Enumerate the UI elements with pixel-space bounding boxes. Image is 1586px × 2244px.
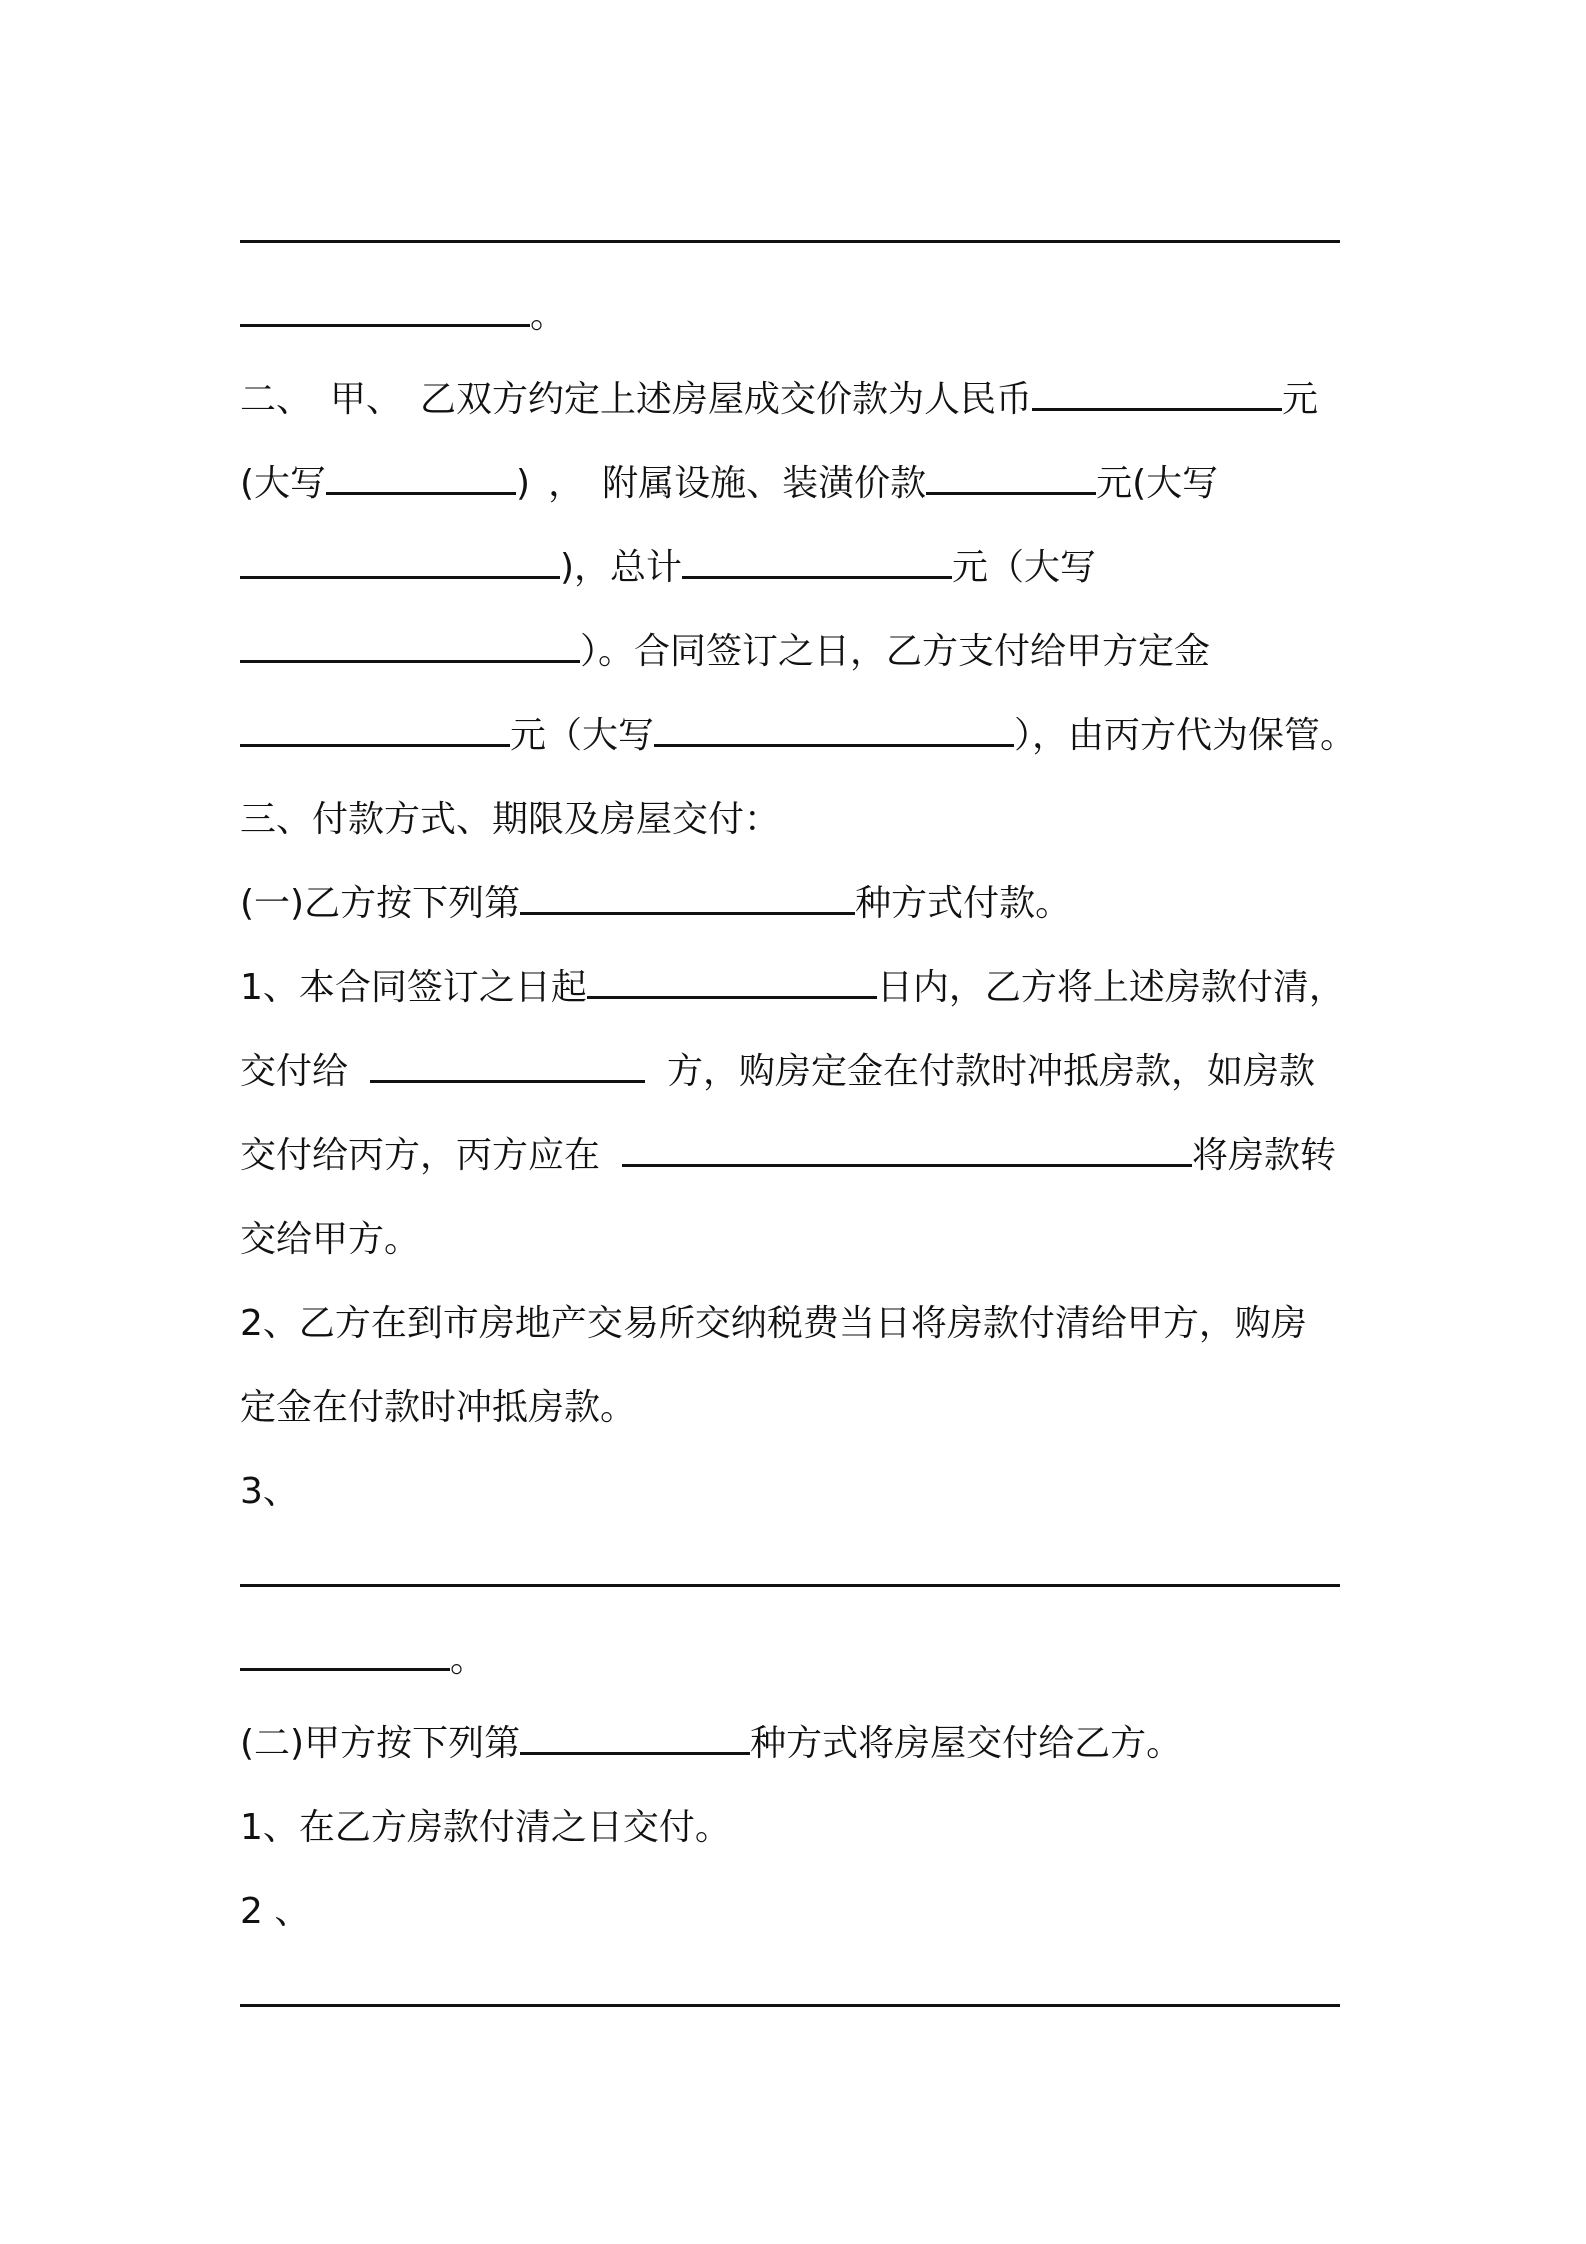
text: 甲、 [330, 379, 403, 420]
transfer-time-blank[interactable] [622, 1126, 1192, 1167]
payment-method-blank[interactable] [520, 874, 855, 915]
section-heading: 三、付款方式、期限及房屋交付： [240, 799, 781, 840]
fixtures-words-blank[interactable] [240, 538, 560, 579]
text: 1、本合同签订之日起 [240, 967, 587, 1008]
fill-blank[interactable] [240, 202, 1340, 243]
line-1 [240, 190, 1360, 274]
text: 元(大写 [1096, 463, 1219, 504]
text: 1、在乙方房款付清之日交付。 [240, 1807, 731, 1848]
text: 3、 [240, 1471, 299, 1512]
fill-blank[interactable] [240, 286, 530, 327]
deposit-blank[interactable] [240, 706, 510, 747]
text: 种方式将房屋交付给乙方。 [750, 1723, 1183, 1764]
fill-blank[interactable] [240, 1630, 450, 1671]
text: ）。合同签订之日，乙方支付给甲方定金 [580, 631, 1211, 672]
line-12 [240, 1114, 1360, 1198]
text: 二、 [240, 379, 313, 420]
line-13 [240, 1198, 1360, 1282]
text: 。 [450, 1639, 487, 1680]
text: 交给甲方。 [240, 1219, 421, 1260]
deposit-words-blank[interactable] [654, 706, 1014, 747]
line-7 [240, 694, 1360, 778]
line-4 [240, 442, 1360, 526]
line-20 [240, 1786, 1360, 1870]
text: (一)乙方按下列第 [240, 883, 521, 924]
text: ），由丙方代为保管。 [1014, 715, 1357, 756]
text: )，总计 [560, 547, 683, 588]
text: 元（大写 [510, 715, 655, 756]
contract-page [240, 190, 1360, 2038]
line-3 [240, 358, 1360, 442]
line-17 [240, 1534, 1360, 1618]
text: (大写 [240, 463, 327, 504]
line-22 [240, 1954, 1360, 2038]
payee-blank[interactable] [370, 1042, 645, 1083]
fill-blank[interactable] [240, 1546, 1340, 1587]
text: ) [516, 463, 531, 504]
line-15 [240, 1366, 1360, 1450]
total-blank[interactable] [682, 538, 952, 579]
delivery-method-blank[interactable] [520, 1714, 750, 1755]
text: 。 [530, 295, 567, 336]
fill-blank[interactable] [240, 1966, 1340, 2007]
price-blank[interactable] [1032, 370, 1282, 411]
fixtures-price-blank[interactable] [926, 454, 1096, 495]
text: 种方式付款。 [855, 883, 1072, 924]
text: ， [548, 463, 585, 504]
text: (二)甲方按下列第 [240, 1723, 521, 1764]
text: 将房款转 [1192, 1135, 1337, 1176]
price-words-blank[interactable] [326, 454, 516, 495]
line-11 [240, 1030, 1360, 1114]
line-2 [240, 274, 1360, 358]
line-6 [240, 610, 1360, 694]
text: 2 、 [240, 1891, 311, 1932]
text: 日内，乙方将上述房款付清， [876, 967, 1345, 1008]
days-blank[interactable] [587, 958, 877, 999]
text: 乙双方约定上述房屋成交价款为人民币 [420, 379, 1033, 420]
line-10 [240, 946, 1360, 1030]
line-5 [240, 526, 1360, 610]
text: 附属设施、装潢价款 [602, 463, 927, 504]
line-9 [240, 862, 1360, 946]
text: 元（大写 [952, 547, 1097, 588]
total-words-blank[interactable] [240, 622, 580, 663]
line-18 [240, 1618, 1360, 1702]
text: 交付给丙方，丙方应在 [240, 1135, 601, 1176]
text: 元 [1282, 379, 1319, 420]
text: 交付给 [240, 1051, 349, 1092]
text: 方，购房定金在付款时冲抵房款，如房款 [667, 1051, 1316, 1092]
line-14 [240, 1282, 1360, 1366]
line-19 [240, 1702, 1360, 1786]
line-21 [240, 1870, 1360, 1954]
text: 定金在付款时冲抵房款。 [240, 1387, 637, 1428]
text: 2、乙方在到市房地产交易所交纳税费当日将房款付清给甲方，购房 [240, 1303, 1307, 1344]
line-16 [240, 1450, 1360, 1534]
line-8 [240, 778, 1360, 862]
